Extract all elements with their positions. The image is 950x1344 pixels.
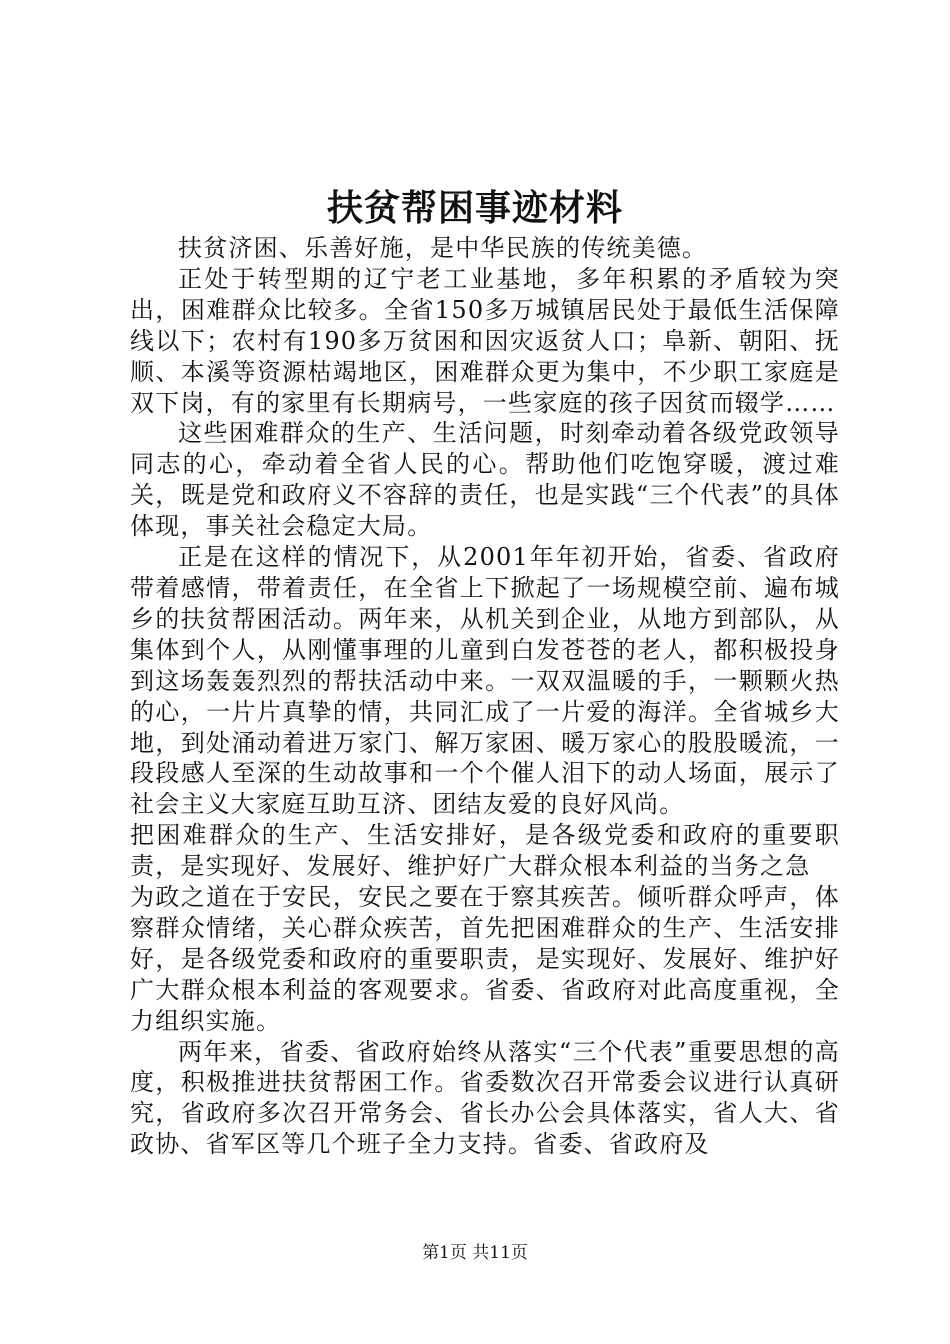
document-title: 扶贫帮困事迹材料 [326,187,623,229]
paragraph-background: 正处于转型期的辽宁老工业基地，多年积累的矛盾较为突出，困难群众比较多。全省150多万城镇居民处于最低生活保障线以下；农村有190多万贫困和因灾返贫人口；阜新、朝阳、抚顺、本溪等资源枯竭地区，困难群众更为集中，不少职工家庭是双下岗，有的家里有长期病号，一些家庭的孩子因贫而辍学…… [130,264,840,417]
paragraph-intro: 扶贫济困、乐善好施，是中华民族的传统美德。 [178,234,708,262]
paragraph-governance: 为政之道在于安民，安民之要在于察其疾苦。倾听群众呼声，体察群众情绪，关心群众疾苦，首先把困难群众的生产、生活安排好，是各级党委和政府的重要职责，是实现好、发展好、维护好广大群众根本利益的客观要求。省委、省政府对此高度重视，全力组织实施。 [130,883,840,1035]
paragraph-leadership: 两年来，省委、省政府始终从落实“三个代表”重要思想的高度，积极推进扶贫帮困工作。省委数次召开常委会议进行认真研究，省政府多次召开常务会、省长办公会具体落实，省人大、省政协、省军区等几个班子全力支持。省委、省政府及 [130,1037,840,1159]
page-number-footer: 第1页 共11页 [422,1243,528,1263]
paragraph-concern: 这些困难群众的生产、生活问题，时刻牵动着各级党政领导同志的心，牵动着全省人民的心。帮助他们吃饱穿暖，渡过难关，既是党和政府义不容辞的责任，也是实践“三个代表”的具体体现，事关社会稳定大局。 [130,419,840,541]
paragraph-subheading: 把困难群众的生产、生活安排好，是各级党委和政府的重要职责，是实现好、发展好、维护好广大群众根本利益的当务之急 [130,821,840,881]
document-body [130,233,840,1160]
paragraph-campaign: 正是在这样的情况下，从2001年年初开始，省委、省政府带着感情，带着责任，在全省上下掀起了一场规模空前、遍布城乡的扶贫帮困活动。两年来，从机关到企业，从地方到部队，从集体到个人，从刚懂事理的儿童到白发苍苍的老人，都积极投身到这场轰轰烈烈的帮扶活动中来。一双双温暖的手，一颗颗火热的心，一片片真挚的情，共同汇成了一片爱的海洋。全省城乡大地，到处涌动着进万家门、解万家困、暖万家心的股股暖流，一段段感人至深的生动故事和一个个催人泪下的动人场面，展示了社会主义大家庭互助互济、团结友爱的良好风尚。 [130,543,840,819]
